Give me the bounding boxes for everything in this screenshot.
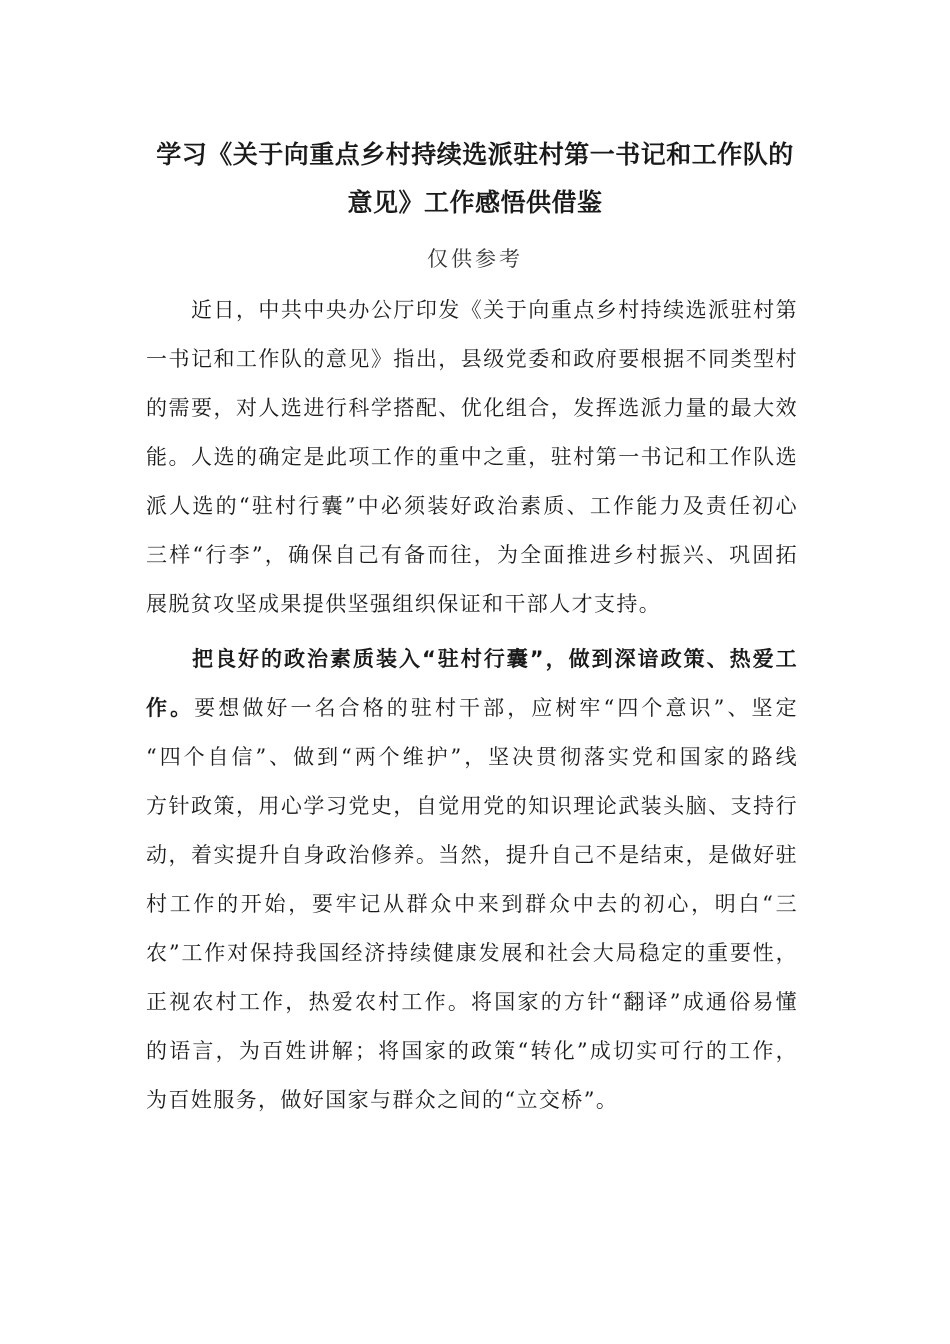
- paragraph-2-heading: 把良好的政治素质装入“驻村行囊”，做到深谙政策、热爱工: [146, 647, 798, 671]
- paragraph-2-line-text: 要想做好一名合格的驻村干部，应树牢“四个意识”、坚定: [194, 696, 798, 720]
- paragraph-1-line: 三样“行李”，确保自己有备而往，为全面推进乡村振兴、巩固拓: [146, 543, 798, 567]
- paragraph-2-heading-end: 作。: [146, 696, 195, 720]
- paragraph-1-line: 派人选的“驻村行囊”中必须装好政治素质、工作能力及责任初心: [146, 494, 798, 518]
- paragraph-2-line: [146, 693, 798, 723]
- paragraph-1-line: 近日，中共中央办公厅印发《关于向重点乡村持续选派驻村第: [146, 298, 798, 322]
- paragraph-2-line: 正视农村工作，热爱农村工作。将国家的方针“翻译”成通俗易懂: [146, 990, 798, 1014]
- paragraph-2-line: 农”工作对保持我国经济持续健康发展和社会大局稳定的重要性，: [146, 941, 798, 965]
- paragraph-2-line: 为百姓服务，做好国家与群众之间的“立交桥”。: [146, 1088, 619, 1112]
- paragraph-1-line: 的需要，对人选进行科学搭配、优化组合，发挥选派力量的最大效: [146, 396, 798, 420]
- paragraph-1-line: 一书记和工作队的意见》指出，县级党委和政府要根据不同类型村: [146, 347, 798, 371]
- document-title-line-1: 学习《关于向重点乡村持续选派驻村第一书记和工作队的: [156, 140, 794, 169]
- paragraph-2-line: “四个自信”、做到“两个维护”，坚决贯彻落实党和国家的路线: [146, 745, 798, 769]
- paragraph-1-line: 能。人选的确定是此项工作的重中之重，驻村第一书记和工作队选: [146, 445, 798, 469]
- document-subtitle: 仅供参考: [427, 247, 523, 271]
- paragraph-2-line: 村工作的开始，要牢记从群众中来到群众中去的初心，明白“三: [146, 892, 798, 916]
- paragraph-2-line: 方针政策，用心学习党史，自觉用党的知识理论武装头脑、支持行: [146, 794, 798, 818]
- paragraph-1-line: 展脱贫攻坚成果提供坚强组织保证和干部人才支持。: [146, 592, 662, 616]
- paragraph-2-line: 的语言，为百姓讲解；将国家的政策“转化”成切实可行的工作，: [146, 1039, 798, 1063]
- document-title-line-2: 意见》工作感悟供借鉴: [347, 188, 603, 217]
- paragraph-2-line: 动，着实提升自身政治修养。当然，提升自己不是结束，是做好驻: [146, 843, 798, 867]
